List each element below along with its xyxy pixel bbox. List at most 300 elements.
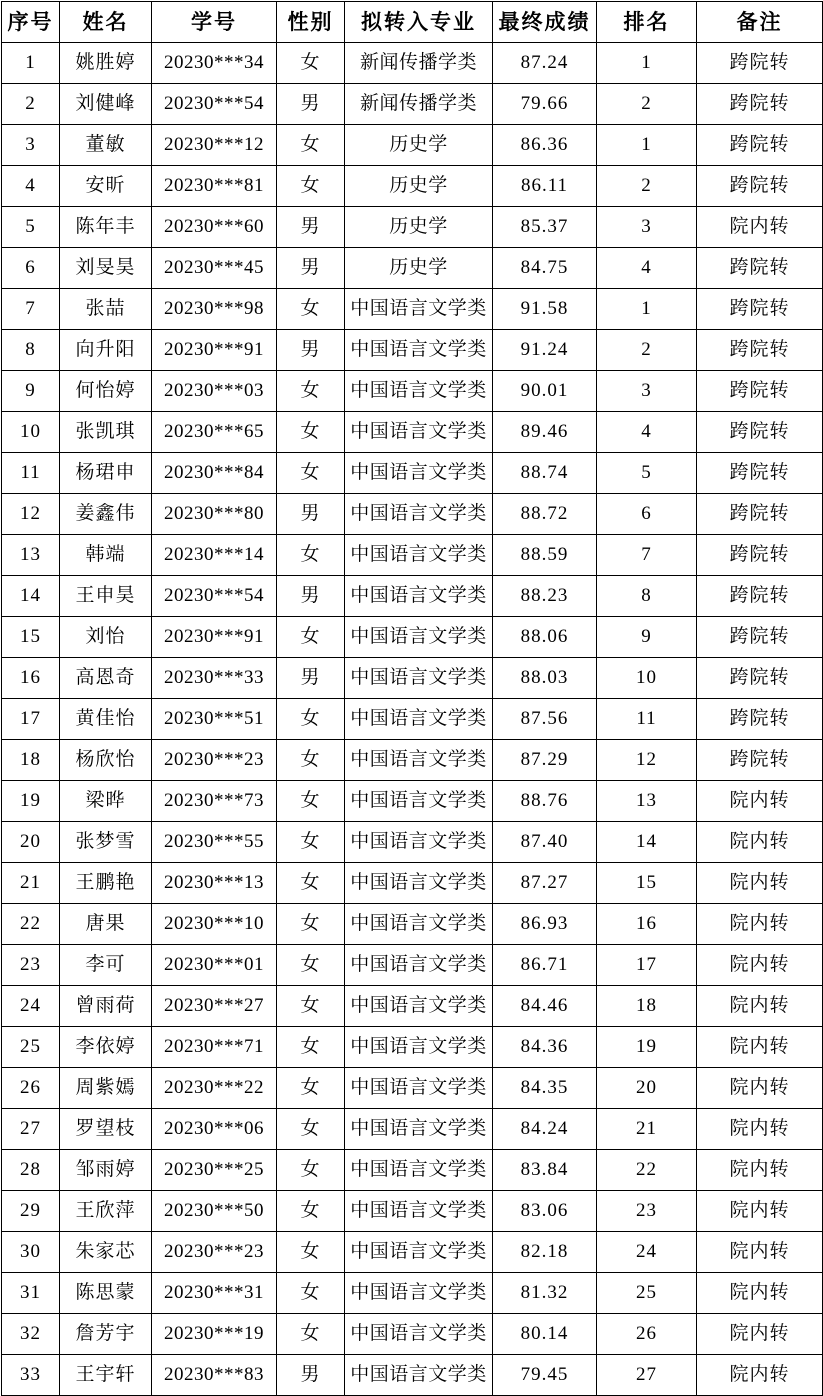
cell-target-major: 中国语言文学类 — [345, 1027, 493, 1068]
cell-rank: 2 — [597, 330, 697, 371]
cell-target-major: 中国语言文学类 — [345, 822, 493, 863]
cell-remark: 院内转 — [697, 1109, 823, 1150]
cell-name: 王宇轩 — [60, 1355, 152, 1396]
cell-student-id: 20230***51 — [152, 699, 277, 740]
cell-final-score: 82.18 — [493, 1232, 597, 1273]
cell-index: 14 — [2, 576, 60, 617]
cell-target-major: 中国语言文学类 — [345, 740, 493, 781]
cell-gender: 女 — [277, 822, 345, 863]
cell-student-id: 20230***91 — [152, 330, 277, 371]
cell-final-score: 91.24 — [493, 330, 597, 371]
cell-rank: 20 — [597, 1068, 697, 1109]
cell-student-id: 20230***34 — [152, 43, 277, 84]
cell-target-major: 中国语言文学类 — [345, 1232, 493, 1273]
cell-gender: 女 — [277, 535, 345, 576]
table-row — [2, 1068, 823, 1109]
cell-name: 刘健峰 — [60, 84, 152, 125]
cell-rank: 22 — [597, 1150, 697, 1191]
cell-gender: 女 — [277, 371, 345, 412]
cell-target-major: 中国语言文学类 — [345, 1191, 493, 1232]
cell-rank: 1 — [597, 289, 697, 330]
cell-name: 詹芳宇 — [60, 1314, 152, 1355]
table-row — [2, 330, 823, 371]
cell-rank: 25 — [597, 1273, 697, 1314]
cell-student-id: 20230***22 — [152, 1068, 277, 1109]
cell-name: 刘旻昊 — [60, 248, 152, 289]
cell-gender: 女 — [277, 699, 345, 740]
cell-final-score: 88.03 — [493, 658, 597, 699]
cell-index: 21 — [2, 863, 60, 904]
cell-target-major: 中国语言文学类 — [345, 658, 493, 699]
cell-index: 18 — [2, 740, 60, 781]
cell-final-score: 88.74 — [493, 453, 597, 494]
column-header-name: 姓名 — [60, 2, 152, 43]
cell-final-score: 80.14 — [493, 1314, 597, 1355]
cell-index: 23 — [2, 945, 60, 986]
table-row — [2, 781, 823, 822]
cell-student-id: 20230***80 — [152, 494, 277, 535]
cell-remark: 跨院转 — [697, 125, 823, 166]
cell-target-major: 中国语言文学类 — [345, 535, 493, 576]
cell-target-major: 中国语言文学类 — [345, 453, 493, 494]
cell-remark: 跨院转 — [697, 84, 823, 125]
cell-remark: 院内转 — [697, 207, 823, 248]
cell-index: 11 — [2, 453, 60, 494]
cell-student-id: 20230***71 — [152, 1027, 277, 1068]
cell-index: 27 — [2, 1109, 60, 1150]
cell-target-major: 中国语言文学类 — [345, 699, 493, 740]
cell-target-major: 中国语言文学类 — [345, 412, 493, 453]
cell-name: 王欣萍 — [60, 1191, 152, 1232]
cell-remark: 院内转 — [697, 986, 823, 1027]
cell-index: 29 — [2, 1191, 60, 1232]
cell-gender: 女 — [277, 781, 345, 822]
cell-final-score: 84.36 — [493, 1027, 597, 1068]
cell-final-score: 83.06 — [493, 1191, 597, 1232]
cell-remark: 院内转 — [697, 1068, 823, 1109]
cell-remark: 院内转 — [697, 781, 823, 822]
cell-rank: 6 — [597, 494, 697, 535]
cell-target-major: 中国语言文学类 — [345, 289, 493, 330]
cell-gender: 女 — [277, 1314, 345, 1355]
cell-final-score: 86.93 — [493, 904, 597, 945]
cell-remark: 院内转 — [697, 945, 823, 986]
cell-remark: 院内转 — [697, 904, 823, 945]
cell-name: 唐果 — [60, 904, 152, 945]
cell-gender: 女 — [277, 289, 345, 330]
cell-gender: 女 — [277, 1150, 345, 1191]
cell-index: 6 — [2, 248, 60, 289]
cell-name: 杨欣怡 — [60, 740, 152, 781]
column-header-target-major: 拟转入专业 — [345, 2, 493, 43]
cell-student-id: 20230***14 — [152, 535, 277, 576]
cell-final-score: 87.40 — [493, 822, 597, 863]
cell-remark: 跨院转 — [697, 699, 823, 740]
table-row — [2, 576, 823, 617]
cell-student-id: 20230***83 — [152, 1355, 277, 1396]
cell-name: 高恩奇 — [60, 658, 152, 699]
cell-remark: 跨院转 — [697, 330, 823, 371]
cell-index: 9 — [2, 371, 60, 412]
cell-student-id: 20230***73 — [152, 781, 277, 822]
cell-target-major: 中国语言文学类 — [345, 617, 493, 658]
table-row — [2, 699, 823, 740]
table-header — [2, 2, 823, 43]
cell-remark: 院内转 — [697, 1355, 823, 1396]
cell-final-score: 86.11 — [493, 166, 597, 207]
cell-remark: 院内转 — [697, 863, 823, 904]
cell-index: 20 — [2, 822, 60, 863]
cell-final-score: 84.24 — [493, 1109, 597, 1150]
column-header-student-id: 学号 — [152, 2, 277, 43]
cell-student-id: 20230***10 — [152, 904, 277, 945]
cell-student-id: 20230***25 — [152, 1150, 277, 1191]
cell-final-score: 88.23 — [493, 576, 597, 617]
cell-gender: 女 — [277, 986, 345, 1027]
cell-gender: 女 — [277, 1109, 345, 1150]
cell-target-major: 新闻传播学类 — [345, 43, 493, 84]
cell-final-score: 88.72 — [493, 494, 597, 535]
cell-rank: 14 — [597, 822, 697, 863]
cell-target-major: 中国语言文学类 — [345, 1355, 493, 1396]
column-header-final-score: 最终成绩 — [493, 2, 597, 43]
table-row — [2, 1191, 823, 1232]
cell-gender: 男 — [277, 576, 345, 617]
cell-final-score: 81.32 — [493, 1273, 597, 1314]
cell-final-score: 90.01 — [493, 371, 597, 412]
cell-index: 28 — [2, 1150, 60, 1191]
table-row — [2, 535, 823, 576]
table-row — [2, 207, 823, 248]
cell-index: 5 — [2, 207, 60, 248]
cell-name: 董敏 — [60, 125, 152, 166]
cell-name: 李依婷 — [60, 1027, 152, 1068]
cell-student-id: 20230***19 — [152, 1314, 277, 1355]
cell-index: 13 — [2, 535, 60, 576]
column-header-gender: 性别 — [277, 2, 345, 43]
cell-student-id: 20230***06 — [152, 1109, 277, 1150]
cell-name: 向升阳 — [60, 330, 152, 371]
table-row — [2, 822, 823, 863]
cell-student-id: 20230***01 — [152, 945, 277, 986]
table-row — [2, 43, 823, 84]
table-row — [2, 1314, 823, 1355]
cell-name: 李可 — [60, 945, 152, 986]
cell-index: 7 — [2, 289, 60, 330]
cell-rank: 24 — [597, 1232, 697, 1273]
cell-remark: 跨院转 — [697, 248, 823, 289]
cell-index: 33 — [2, 1355, 60, 1396]
cell-student-id: 20230***31 — [152, 1273, 277, 1314]
cell-target-major: 中国语言文学类 — [345, 1109, 493, 1150]
cell-name: 陈思蒙 — [60, 1273, 152, 1314]
table-row — [2, 371, 823, 412]
cell-rank: 21 — [597, 1109, 697, 1150]
cell-final-score: 84.35 — [493, 1068, 597, 1109]
cell-remark: 院内转 — [697, 1191, 823, 1232]
cell-rank: 11 — [597, 699, 697, 740]
cell-target-major: 新闻传播学类 — [345, 84, 493, 125]
cell-final-score: 87.56 — [493, 699, 597, 740]
column-header-index: 序号 — [2, 2, 60, 43]
cell-final-score: 85.37 — [493, 207, 597, 248]
cell-student-id: 20230***23 — [152, 740, 277, 781]
table-row — [2, 1355, 823, 1396]
cell-remark: 跨院转 — [697, 43, 823, 84]
cell-final-score: 88.06 — [493, 617, 597, 658]
cell-target-major: 中国语言文学类 — [345, 1273, 493, 1314]
cell-rank: 8 — [597, 576, 697, 617]
cell-remark: 跨院转 — [697, 412, 823, 453]
cell-final-score: 88.76 — [493, 781, 597, 822]
cell-index: 16 — [2, 658, 60, 699]
cell-remark: 院内转 — [697, 1150, 823, 1191]
cell-gender: 男 — [277, 658, 345, 699]
cell-gender: 女 — [277, 863, 345, 904]
cell-rank: 4 — [597, 412, 697, 453]
cell-name: 何怡婷 — [60, 371, 152, 412]
cell-name: 王申昊 — [60, 576, 152, 617]
cell-rank: 15 — [597, 863, 697, 904]
cell-rank: 2 — [597, 166, 697, 207]
cell-student-id: 20230***81 — [152, 166, 277, 207]
cell-name: 周紫嫣 — [60, 1068, 152, 1109]
cell-final-score: 87.27 — [493, 863, 597, 904]
table-row — [2, 125, 823, 166]
cell-index: 26 — [2, 1068, 60, 1109]
cell-gender: 男 — [277, 1355, 345, 1396]
table-row — [2, 945, 823, 986]
cell-student-id: 20230***50 — [152, 1191, 277, 1232]
cell-name: 邹雨婷 — [60, 1150, 152, 1191]
cell-target-major: 中国语言文学类 — [345, 945, 493, 986]
cell-name: 王鹏艳 — [60, 863, 152, 904]
cell-name: 黄佳怡 — [60, 699, 152, 740]
cell-remark: 跨院转 — [697, 658, 823, 699]
cell-remark: 院内转 — [697, 822, 823, 863]
cell-rank: 13 — [597, 781, 697, 822]
cell-remark: 跨院转 — [697, 740, 823, 781]
cell-name: 罗望枝 — [60, 1109, 152, 1150]
cell-remark: 院内转 — [697, 1232, 823, 1273]
cell-student-id: 20230***12 — [152, 125, 277, 166]
cell-rank: 19 — [597, 1027, 697, 1068]
table-row — [2, 1027, 823, 1068]
cell-gender: 女 — [277, 1232, 345, 1273]
cell-final-score: 79.66 — [493, 84, 597, 125]
cell-remark: 跨院转 — [697, 535, 823, 576]
cell-rank: 10 — [597, 658, 697, 699]
cell-remark: 跨院转 — [697, 166, 823, 207]
cell-student-id: 20230***98 — [152, 289, 277, 330]
cell-name: 朱家芯 — [60, 1232, 152, 1273]
cell-student-id: 20230***60 — [152, 207, 277, 248]
cell-index: 25 — [2, 1027, 60, 1068]
cell-rank: 26 — [597, 1314, 697, 1355]
cell-rank: 3 — [597, 207, 697, 248]
cell-rank: 7 — [597, 535, 697, 576]
cell-name: 张凯琪 — [60, 412, 152, 453]
table-row — [2, 248, 823, 289]
cell-remark: 跨院转 — [697, 617, 823, 658]
cell-final-score: 86.36 — [493, 125, 597, 166]
cell-target-major: 中国语言文学类 — [345, 494, 493, 535]
cell-gender: 女 — [277, 617, 345, 658]
cell-gender: 女 — [277, 166, 345, 207]
cell-gender: 女 — [277, 1191, 345, 1232]
table-row — [2, 453, 823, 494]
cell-index: 22 — [2, 904, 60, 945]
cell-index: 8 — [2, 330, 60, 371]
cell-rank: 9 — [597, 617, 697, 658]
cell-final-score: 91.58 — [493, 289, 597, 330]
cell-final-score: 84.75 — [493, 248, 597, 289]
cell-rank: 3 — [597, 371, 697, 412]
cell-name: 张喆 — [60, 289, 152, 330]
cell-gender: 男 — [277, 330, 345, 371]
cell-target-major: 历史学 — [345, 207, 493, 248]
cell-final-score: 84.46 — [493, 986, 597, 1027]
cell-gender: 女 — [277, 412, 345, 453]
cell-student-id: 20230***45 — [152, 248, 277, 289]
cell-gender: 女 — [277, 453, 345, 494]
cell-target-major: 历史学 — [345, 248, 493, 289]
cell-gender: 男 — [277, 248, 345, 289]
cell-index: 19 — [2, 781, 60, 822]
cell-gender: 男 — [277, 207, 345, 248]
cell-gender: 女 — [277, 43, 345, 84]
table-row — [2, 166, 823, 207]
table-row — [2, 740, 823, 781]
cell-target-major: 中国语言文学类 — [345, 904, 493, 945]
cell-target-major: 中国语言文学类 — [345, 781, 493, 822]
cell-name: 刘怡 — [60, 617, 152, 658]
cell-remark: 跨院转 — [697, 576, 823, 617]
cell-student-id: 20230***54 — [152, 576, 277, 617]
cell-index: 12 — [2, 494, 60, 535]
cell-name: 梁晔 — [60, 781, 152, 822]
cell-gender: 女 — [277, 740, 345, 781]
cell-student-id: 20230***84 — [152, 453, 277, 494]
cell-rank: 1 — [597, 43, 697, 84]
cell-name: 曾雨荷 — [60, 986, 152, 1027]
cell-rank: 2 — [597, 84, 697, 125]
cell-target-major: 中国语言文学类 — [345, 1150, 493, 1191]
cell-remark: 院内转 — [697, 1027, 823, 1068]
table-row — [2, 1232, 823, 1273]
cell-final-score: 88.59 — [493, 535, 597, 576]
cell-gender: 女 — [277, 904, 345, 945]
cell-gender: 女 — [277, 945, 345, 986]
cell-index: 31 — [2, 1273, 60, 1314]
column-header-remark: 备注 — [697, 2, 823, 43]
table-row — [2, 863, 823, 904]
cell-final-score: 83.84 — [493, 1150, 597, 1191]
cell-student-id: 20230***03 — [152, 371, 277, 412]
cell-target-major: 历史学 — [345, 166, 493, 207]
cell-student-id: 20230***33 — [152, 658, 277, 699]
table-row — [2, 494, 823, 535]
cell-target-major: 中国语言文学类 — [345, 986, 493, 1027]
cell-target-major: 历史学 — [345, 125, 493, 166]
cell-index: 30 — [2, 1232, 60, 1273]
cell-final-score: 87.29 — [493, 740, 597, 781]
table-body — [2, 43, 823, 1396]
cell-target-major: 中国语言文学类 — [345, 1068, 493, 1109]
cell-rank: 16 — [597, 904, 697, 945]
cell-target-major: 中国语言文学类 — [345, 576, 493, 617]
cell-remark: 院内转 — [697, 1314, 823, 1355]
cell-gender: 女 — [277, 125, 345, 166]
cell-target-major: 中国语言文学类 — [345, 1314, 493, 1355]
cell-remark: 跨院转 — [697, 453, 823, 494]
cell-rank: 17 — [597, 945, 697, 986]
cell-rank: 5 — [597, 453, 697, 494]
cell-student-id: 20230***27 — [152, 986, 277, 1027]
cell-rank: 23 — [597, 1191, 697, 1232]
cell-final-score: 89.46 — [493, 412, 597, 453]
cell-index: 4 — [2, 166, 60, 207]
table-row — [2, 412, 823, 453]
cell-index: 24 — [2, 986, 60, 1027]
cell-student-id: 20230***91 — [152, 617, 277, 658]
column-header-rank: 排名 — [597, 2, 697, 43]
cell-name: 陈年丰 — [60, 207, 152, 248]
cell-student-id: 20230***55 — [152, 822, 277, 863]
cell-index: 1 — [2, 43, 60, 84]
cell-student-id: 20230***54 — [152, 84, 277, 125]
cell-student-id: 20230***65 — [152, 412, 277, 453]
table-header-row — [2, 2, 823, 43]
cell-rank: 18 — [597, 986, 697, 1027]
table-row — [2, 904, 823, 945]
cell-final-score: 87.24 — [493, 43, 597, 84]
cell-rank: 27 — [597, 1355, 697, 1396]
table-row — [2, 1273, 823, 1314]
cell-name: 安昕 — [60, 166, 152, 207]
cell-target-major: 中国语言文学类 — [345, 863, 493, 904]
cell-index: 32 — [2, 1314, 60, 1355]
cell-name: 张梦雪 — [60, 822, 152, 863]
cell-gender: 女 — [277, 1068, 345, 1109]
table-row — [2, 289, 823, 330]
cell-rank: 12 — [597, 740, 697, 781]
cell-index: 3 — [2, 125, 60, 166]
cell-remark: 院内转 — [697, 1273, 823, 1314]
transfer-roster-table — [1, 1, 823, 1396]
cell-remark: 跨院转 — [697, 371, 823, 412]
table-row — [2, 84, 823, 125]
cell-final-score: 86.71 — [493, 945, 597, 986]
cell-name: 姚胜婷 — [60, 43, 152, 84]
cell-rank: 4 — [597, 248, 697, 289]
document-page — [0, 1, 823, 1396]
cell-remark: 跨院转 — [697, 289, 823, 330]
table-row — [2, 986, 823, 1027]
cell-name: 姜鑫伟 — [60, 494, 152, 535]
cell-remark: 跨院转 — [697, 494, 823, 535]
table-row — [2, 1109, 823, 1150]
cell-target-major: 中国语言文学类 — [345, 330, 493, 371]
cell-index: 10 — [2, 412, 60, 453]
cell-gender: 女 — [277, 1273, 345, 1314]
cell-gender: 男 — [277, 494, 345, 535]
table-row — [2, 617, 823, 658]
table-row — [2, 658, 823, 699]
cell-index: 2 — [2, 84, 60, 125]
cell-gender: 女 — [277, 1027, 345, 1068]
table-row — [2, 1150, 823, 1191]
